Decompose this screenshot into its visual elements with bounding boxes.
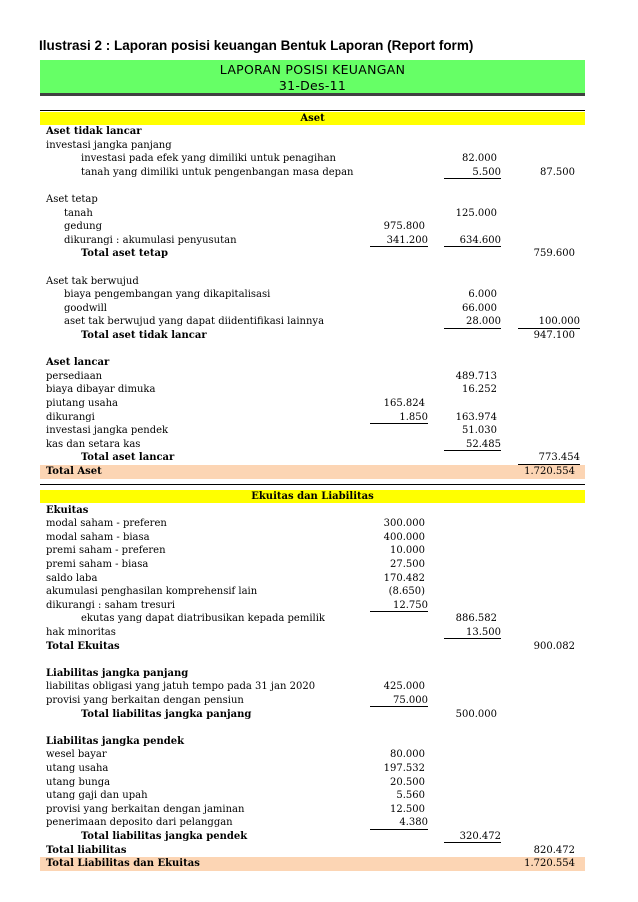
table-row [40, 383, 585, 397]
amount-cell: 28.000 [444, 315, 501, 329]
table-row [40, 179, 585, 193]
row-label: Total aset tetap [81, 248, 168, 260]
amount-cell: 163.974 [455, 411, 497, 423]
row-label: investasi jangka pendek [46, 425, 169, 437]
row-label: utang usaha [46, 762, 109, 774]
amount-cell: 20.500 [390, 776, 425, 788]
table-row [40, 517, 585, 531]
table-row [40, 125, 585, 139]
row-label: Total aset lancar [81, 452, 175, 464]
amount-cell: 80.000 [390, 749, 425, 761]
table-row [40, 776, 585, 790]
amount-cell: 170.482 [383, 572, 425, 584]
table-row [40, 599, 585, 613]
row-label: goodwill [64, 302, 107, 314]
table-row [40, 789, 585, 803]
amount-cell: 886.582 [455, 613, 497, 625]
table-row [40, 708, 585, 722]
amount-cell: 634.600 [444, 234, 501, 248]
table-row [40, 572, 585, 586]
amount-cell: 82.000 [462, 153, 497, 165]
amount-cell: 500.000 [455, 708, 497, 720]
row-label: Total aset tidak lancar [81, 330, 207, 341]
table-row [40, 762, 585, 776]
row-label: Liabilitas jangka pendek [46, 735, 185, 747]
amount-cell: 6.000 [468, 289, 497, 301]
row-label: modal saham - biasa [46, 531, 150, 543]
table-row [40, 193, 585, 207]
amount-cell: 1.720.554 [524, 466, 575, 477]
table-row [40, 424, 585, 438]
amount-cell: 12.500 [390, 803, 425, 815]
amount-cell: 820.472 [533, 844, 575, 856]
row-label: tanah yang dimiliki untuk pengenbangan masa depan [81, 166, 354, 178]
table-row [40, 558, 585, 572]
row-label: penerimaan deposito dari pelanggan [46, 817, 233, 829]
row-label: Aset tetap [46, 194, 98, 205]
row-label: biaya dibayar dimuka [46, 384, 156, 396]
table-row [40, 315, 585, 329]
row-label: modal saham - preferen [46, 518, 167, 530]
illustration-title: Ilustrasi 2 : Laporan posisi keuangan Bentuk Laporan (Report form) [39, 38, 474, 53]
table-row [40, 302, 585, 316]
table-row [40, 411, 585, 425]
amount-cell: 87.500 [540, 166, 575, 178]
amount-cell: 4.380 [370, 816, 428, 830]
amount-cell: 320.472 [444, 830, 501, 844]
table-row [40, 220, 585, 234]
table-row [40, 166, 585, 180]
table-row [40, 451, 585, 465]
table-row [40, 152, 585, 166]
amount-cell: (8.650) [388, 586, 425, 598]
amount-cell: 10.000 [390, 545, 425, 557]
row-label: piutang usaha [46, 398, 118, 409]
table-row [40, 275, 585, 289]
row-label: investasi pada efek yang dimiliki untuk penagihan [81, 153, 336, 165]
row-label: investasi jangka panjang [46, 139, 172, 151]
table-row [40, 721, 585, 735]
table-row [40, 667, 585, 681]
amount-cell: 489.713 [455, 370, 497, 382]
table-row [40, 680, 585, 694]
row-label: aset tak berwujud yang dapat diidentifikasi lainnya [64, 316, 325, 328]
amount-cell: 197.532 [383, 762, 425, 774]
row-label: wesel bayar [46, 749, 107, 761]
amount-cell: 975.800 [383, 221, 425, 233]
separator-line [40, 110, 585, 111]
amount-cell: 5.500 [444, 166, 501, 180]
table-row [40, 234, 585, 248]
amount-cell: 1.720.554 [524, 858, 575, 870]
row-label: Liabilitas jangka panjang [46, 667, 189, 679]
table-row [40, 247, 585, 261]
table-row [40, 640, 585, 654]
row-label: Total Liabilitas dan Ekuitas [46, 858, 200, 870]
table-row [40, 585, 585, 599]
amount-cell: 1.850 [370, 411, 428, 425]
table-row [40, 857, 585, 871]
row-label: provisi yang berkaitan dengan jaminan [46, 803, 245, 815]
row-label: saldo laba [46, 572, 98, 584]
table-row [40, 735, 585, 749]
table-row [40, 465, 585, 479]
table-row [40, 803, 585, 817]
amount-cell: 165.824 [383, 398, 425, 409]
row-label: kas dan setara kas [46, 438, 141, 450]
row-label: Total liabilitas [46, 844, 127, 856]
table-row [40, 748, 585, 762]
row-label: Total liabilitas jangka panjang [81, 708, 252, 720]
table-row [40, 370, 585, 384]
table-row [40, 329, 585, 343]
row-label: ekutas yang dapat diatribusikan kepada pemilik [81, 613, 325, 625]
amount-cell: 100.000 [518, 315, 580, 329]
table-row [40, 356, 585, 370]
row-label: dikurangi : akumulasi penyusutan [64, 234, 237, 246]
table-row [40, 626, 585, 640]
row-label: liabilitas obligasi yang jatuh tempo pada 31 jan 2020 [46, 681, 316, 693]
row-label: dikurangi : saham tresuri [46, 599, 176, 611]
report-date: 31-Des-11 [278, 78, 347, 93]
report-header [40, 60, 585, 96]
row-label: Total liabilitas jangka pendek [81, 830, 248, 842]
table-row [40, 343, 585, 357]
amount-cell: 13.500 [444, 626, 501, 640]
separator-line [40, 484, 585, 485]
amount-cell: 125.000 [455, 207, 497, 219]
row-label: provisi yang berkaitan dengan pensiun [46, 694, 244, 706]
amount-cell: 341.200 [370, 234, 428, 248]
amount-cell: 773.454 [518, 451, 580, 465]
row-label: gedung [64, 221, 103, 233]
amount-cell: 759.600 [533, 248, 575, 260]
section-ekuitas-header: Ekuitas dan Liabilitas [40, 490, 585, 503]
table-row [40, 288, 585, 302]
amount-cell: 75.000 [370, 694, 428, 708]
row-label: persediaan [46, 370, 103, 382]
amount-cell: 5.560 [396, 790, 425, 802]
row-label: utang gaji dan upah [46, 790, 148, 802]
row-label: Ekuitas [46, 504, 89, 516]
table-row [40, 612, 585, 626]
table-row [40, 438, 585, 452]
row-label: Aset lancar [46, 357, 110, 369]
row-label: Aset tidak lancar [46, 126, 142, 137]
table-row [40, 531, 585, 545]
row-label: Aset tak berwujud [46, 275, 139, 287]
row-label: akumulasi penghasilan komprehensif lain [46, 586, 258, 598]
table-row [40, 816, 585, 830]
row-label: biaya pengembangan yang dikapitalisasi [64, 289, 271, 301]
report-title: LAPORAN POSISI KEUANGAN [219, 62, 406, 77]
table-row [40, 694, 585, 708]
table-row [40, 504, 585, 518]
amount-cell: 27.500 [390, 558, 425, 570]
amount-cell: 16.252 [462, 384, 497, 396]
row-label: utang bunga [46, 776, 111, 788]
table-row [40, 544, 585, 558]
row-label: premi saham - preferen [46, 545, 166, 557]
table-row [40, 830, 585, 844]
row-label: Total Aset [46, 466, 102, 477]
row-label: Total Ekuitas [46, 640, 120, 652]
row-label: premi saham - biasa [46, 558, 149, 570]
amount-cell: 66.000 [462, 302, 497, 314]
row-label: hak minoritas [46, 626, 116, 638]
amount-cell: 51.030 [462, 425, 497, 437]
row-label: tanah [64, 207, 93, 219]
row-label: dikurangi [46, 411, 95, 423]
amount-cell: 52.485 [444, 438, 501, 452]
table-row [40, 397, 585, 411]
table-row [40, 261, 585, 275]
amount-cell: 900.082 [533, 640, 575, 652]
amount-cell: 947.100 [533, 330, 575, 341]
amount-cell: 425.000 [383, 681, 425, 693]
amount-cell: 12.750 [370, 599, 428, 613]
amount-cell: 300.000 [383, 518, 425, 530]
table-row [40, 207, 585, 221]
table-row [40, 653, 585, 667]
table-row [40, 844, 585, 858]
amount-cell: 400.000 [383, 531, 425, 543]
table-row [40, 139, 585, 153]
section-aset-header: Aset [40, 112, 585, 125]
